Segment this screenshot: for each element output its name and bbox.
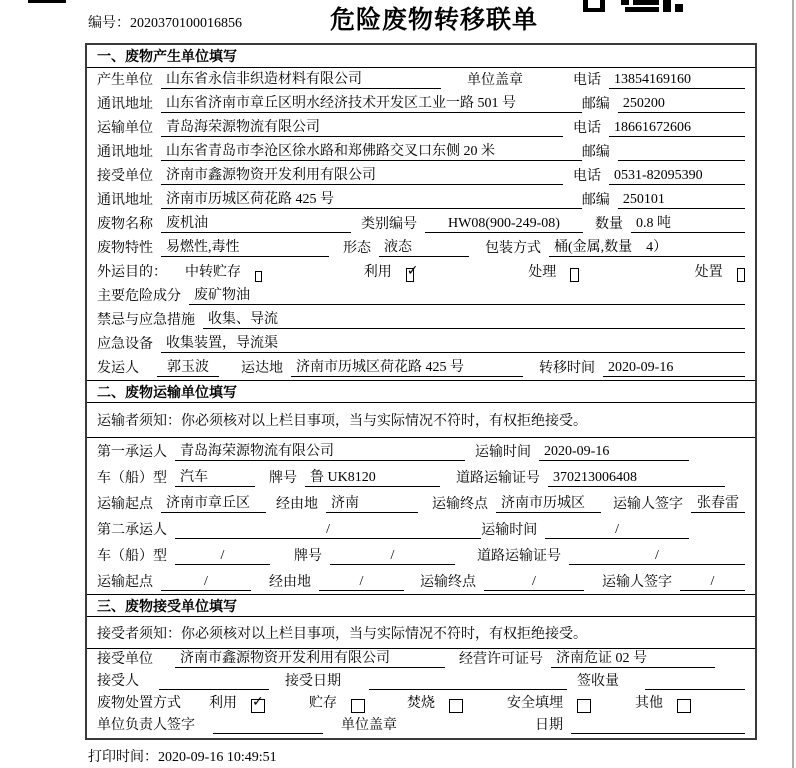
transport-time2-value: / bbox=[545, 521, 689, 539]
check-mark: ✓ bbox=[252, 694, 264, 710]
acceptor-label: 接受人 bbox=[97, 674, 139, 689]
route1-row bbox=[87, 490, 755, 516]
section-receiver bbox=[87, 594, 755, 737]
zip-label: 邮编 bbox=[581, 193, 610, 208]
road-permit-label: 道路运输证号 bbox=[456, 471, 540, 486]
receiver-phone-group bbox=[573, 165, 745, 185]
address-label: 通讯地址 bbox=[97, 97, 153, 112]
waste-code-value: HW08(900-249-08) bbox=[425, 215, 583, 233]
taboo-row bbox=[87, 308, 755, 332]
carrier-signature-value: 张春雷 bbox=[691, 495, 745, 513]
option-utilize-label: 利用 bbox=[363, 265, 392, 280]
accepting-unit-label: 接受单位 bbox=[97, 652, 153, 667]
route-start2-value: / bbox=[161, 573, 251, 591]
checkbox-incinerate bbox=[449, 699, 463, 713]
transfer-time-label: 转移时间 bbox=[539, 361, 595, 376]
vehicle-type-label: 车（船）型 bbox=[97, 471, 167, 486]
transporter-name-value: 青岛海荣源物流有限公司 bbox=[161, 119, 563, 137]
responsible-signature-row bbox=[87, 715, 755, 737]
receiver-address-value: 济南市历城区荷花路 425 号 bbox=[161, 191, 582, 209]
taboo-value: 收集、导流 bbox=[203, 311, 745, 329]
transporter-phone-group bbox=[573, 117, 745, 137]
option-store-label: 贮存 bbox=[309, 696, 337, 711]
route-start-label: 运输起点 bbox=[97, 497, 153, 512]
section2-header: 二、废物运输单位填写 bbox=[87, 380, 755, 403]
accept-date-value bbox=[369, 673, 567, 690]
route-start-label: 运输起点 bbox=[97, 575, 153, 590]
accepting-unit-row bbox=[87, 649, 755, 671]
destination-value: 济南市历城区荷花路 425 号 bbox=[291, 359, 523, 377]
second-carrier-label: 第二承运人 bbox=[97, 523, 167, 538]
hazard-row bbox=[87, 284, 755, 308]
carrier-signature2-value: / bbox=[680, 573, 745, 591]
date-value bbox=[571, 717, 745, 734]
route2-row bbox=[87, 568, 755, 594]
address-label: 通讯地址 bbox=[97, 145, 153, 160]
scan-artifact-right-edge bbox=[792, 0, 794, 768]
accept-date-label: 接受日期 bbox=[285, 674, 341, 689]
receiver-notice: 接受者须知：你必须核对以上栏目事项，当与实际情况不符时，有权拒绝接受。 bbox=[87, 617, 755, 649]
vehicle-type2-value: / bbox=[175, 547, 270, 565]
transfer-time-value: 2020-09-16 bbox=[603, 359, 745, 377]
route-via-label: 经由地 bbox=[276, 497, 318, 512]
producer-zip-value: 250200 bbox=[618, 95, 745, 113]
checkbox-treat bbox=[570, 268, 578, 282]
responsible-signature-label: 单位负责人签字 bbox=[97, 718, 195, 733]
phone-label: 电话 bbox=[573, 169, 601, 184]
print-time bbox=[88, 746, 277, 766]
acceptor-row bbox=[87, 671, 755, 693]
received-qty-value bbox=[645, 673, 745, 690]
checkbox-utilize bbox=[251, 694, 265, 713]
packing-label: 包装方式 bbox=[485, 241, 541, 256]
receiver-label: 接受单位 bbox=[97, 169, 153, 184]
equipment-row bbox=[87, 332, 755, 356]
dispatcher-value: 郭玉波 bbox=[157, 359, 219, 377]
section1-header: 一、废物产生单位填写 bbox=[87, 45, 755, 68]
transporter-phone-value: 18661672606 bbox=[609, 119, 745, 137]
checkbox-store bbox=[351, 699, 365, 713]
serial-number bbox=[88, 12, 242, 32]
waste-name-value: 废机油 bbox=[161, 215, 351, 233]
qr-code-fragment-graphic bbox=[583, 0, 683, 12]
packing-value: 桶(金属,数量 4） bbox=[549, 239, 745, 257]
plate-label: 牌号 bbox=[294, 549, 322, 564]
hazard-value: 废矿物油 bbox=[189, 287, 745, 305]
waste-form-label: 形态 bbox=[343, 241, 371, 256]
producer-phone-value: 13854169160 bbox=[609, 71, 745, 89]
transporter-notice: 运输者须知：你必须核对以上栏目事项，当与实际情况不符时，有权拒绝接受。 bbox=[87, 403, 755, 438]
transporter-row bbox=[87, 116, 755, 140]
responsible-signature-value bbox=[213, 717, 323, 734]
form-table bbox=[85, 43, 757, 740]
producer-phone-group bbox=[573, 69, 745, 89]
equipment-value: 收集装置，导流渠 bbox=[161, 335, 745, 353]
route-start-value: 济南市章丘区 bbox=[161, 495, 266, 513]
first-carrier-label: 第一承运人 bbox=[97, 445, 167, 460]
waste-code-label: 类别编号 bbox=[361, 217, 417, 232]
option-incinerate-label: 焚烧 bbox=[407, 696, 435, 711]
disposal-method-row bbox=[87, 693, 755, 715]
waste-form-value: 液态 bbox=[379, 239, 469, 257]
qr-code-fragment bbox=[583, 0, 683, 12]
option-landfill-label: 安全填埋 bbox=[507, 696, 563, 711]
license-value: 济南危证 02 号 bbox=[551, 650, 715, 668]
transporter-address-row bbox=[87, 140, 755, 164]
transport-time-label: 运输时间 bbox=[481, 523, 538, 538]
print-time-label: 打印时间： bbox=[88, 750, 158, 765]
checkbox-dispose bbox=[737, 268, 745, 282]
zip-label: 邮编 bbox=[581, 145, 610, 160]
receiver-address-row bbox=[87, 188, 755, 212]
option-treat-label: 处理 bbox=[528, 265, 557, 280]
waste-qty-value: 0.8 吨 bbox=[631, 215, 745, 233]
producer-row bbox=[87, 68, 755, 92]
transport-time-value: 2020-09-16 bbox=[539, 443, 689, 461]
first-carrier-row bbox=[87, 438, 755, 464]
serial-value: 2020370100016856 bbox=[130, 16, 242, 31]
route-end2-value: / bbox=[484, 573, 584, 591]
receiver-name-value: 济南市鑫源物资开发利用有限公司 bbox=[161, 167, 563, 185]
receiver-zip-value: 250101 bbox=[618, 191, 745, 209]
transporter-label: 运输单位 bbox=[97, 121, 153, 136]
section-transport bbox=[87, 380, 755, 594]
waste-name-label: 废物名称 bbox=[97, 217, 153, 232]
acceptor-value bbox=[159, 673, 269, 690]
check-mark: ✓ bbox=[406, 263, 419, 279]
waste-name-row bbox=[87, 212, 755, 236]
zip-label: 邮编 bbox=[581, 97, 610, 112]
transporter-address-value: 山东省青岛市李沧区徐水路和郑佛路交叉口东侧 20 米 bbox=[161, 143, 582, 161]
scan-artifact-top bbox=[28, 0, 66, 3]
producer-address-value: 山东省济南市章丘区明水经济技术开发区工业一路 501 号 bbox=[161, 95, 582, 113]
checkbox-other bbox=[677, 699, 691, 713]
producer-zip-group bbox=[582, 93, 745, 113]
section-producer bbox=[87, 45, 755, 380]
carrier-signature-label: 运输人签字 bbox=[602, 575, 672, 590]
destination-label: 运达地 bbox=[241, 361, 283, 376]
checkbox-utilize bbox=[406, 263, 419, 282]
option-other-label: 其他 bbox=[635, 696, 663, 711]
license-label: 经营许可证号 bbox=[459, 652, 543, 667]
dispatcher-label: 发运人 bbox=[97, 361, 139, 376]
transport-time-label: 运输时间 bbox=[475, 445, 531, 460]
second-carrier-value: / bbox=[175, 521, 481, 539]
phone-label: 电话 bbox=[573, 121, 601, 136]
waste-props-value: 易燃性,毒性 bbox=[161, 239, 329, 257]
road-permit2-value: / bbox=[569, 547, 745, 565]
form-title: 危险废物转移联单 bbox=[330, 6, 539, 34]
vehicle-type-label: 车（船）型 bbox=[97, 549, 167, 564]
receiver-phone-value: 0531-82095390 bbox=[609, 167, 745, 185]
hazard-label: 主要危险成分 bbox=[97, 289, 181, 304]
equipment-label: 应急设备 bbox=[97, 337, 153, 352]
waste-qty-label: 数量 bbox=[595, 217, 623, 232]
taboo-label: 禁忌与应急措施 bbox=[97, 313, 195, 328]
plate-label: 牌号 bbox=[269, 471, 297, 486]
route-end-label: 运输终点 bbox=[420, 575, 476, 590]
producer-address-row bbox=[87, 92, 755, 116]
dispatch-row bbox=[87, 356, 755, 380]
plate-value: 鲁 UK8120 bbox=[305, 469, 440, 487]
plate2-value: / bbox=[330, 547, 455, 565]
route-via-label: 经由地 bbox=[269, 575, 311, 590]
section3-header: 三、废物接受单位填写 bbox=[87, 594, 755, 617]
accepting-unit-value: 济南市鑫源物资开发利用有限公司 bbox=[175, 650, 445, 668]
route-end-value: 济南市历城区 bbox=[496, 495, 601, 513]
route-via2-value: / bbox=[319, 573, 404, 591]
checkbox-transfer-storage bbox=[255, 271, 262, 282]
road-permit-label: 道路运输证号 bbox=[477, 549, 561, 564]
vehicle-type-value: 汽车 bbox=[175, 469, 255, 487]
route-via-value: 济南 bbox=[326, 495, 418, 513]
unit-seal-label: 单位盖章 bbox=[341, 718, 397, 733]
waste-props-row bbox=[87, 236, 755, 260]
address-label: 通讯地址 bbox=[97, 193, 153, 208]
transporter-zip-group bbox=[582, 141, 745, 161]
purpose-label: 外运目的： bbox=[97, 265, 167, 280]
receiver-zip-group bbox=[582, 189, 745, 209]
purpose-row bbox=[87, 260, 755, 284]
producer-label: 产生单位 bbox=[97, 73, 153, 88]
phone-label: 电话 bbox=[573, 73, 601, 88]
receiver-row bbox=[87, 164, 755, 188]
second-carrier-row bbox=[87, 516, 755, 542]
checkbox-landfill bbox=[577, 699, 591, 713]
producer-name-value: 山东省永信非织造材料有限公司 bbox=[161, 71, 441, 89]
unit-seal-label: 单位盖章 bbox=[467, 73, 523, 88]
option-utilize-label: 利用 bbox=[209, 696, 237, 711]
print-time-value: 2020-09-16 10:49:51 bbox=[158, 750, 277, 765]
option-transfer-storage-label: 中转贮存 bbox=[185, 265, 241, 280]
option-dispose-label: 处置 bbox=[694, 265, 723, 280]
waste-props-label: 废物特性 bbox=[97, 241, 153, 256]
received-qty-label: 签收量 bbox=[577, 674, 619, 689]
date-label: 日期 bbox=[535, 718, 563, 733]
vehicle1-row bbox=[87, 464, 755, 490]
road-permit-value: 370213006408 bbox=[548, 469, 725, 487]
first-carrier-value: 青岛海荣源物流有限公司 bbox=[175, 443, 465, 461]
serial-label: 编号： bbox=[88, 16, 130, 31]
disposal-method-label: 废物处置方式 bbox=[97, 696, 181, 711]
route-end-label: 运输终点 bbox=[432, 497, 488, 512]
transporter-zip-value bbox=[618, 144, 745, 161]
carrier-signature-label: 运输人签字 bbox=[613, 497, 683, 512]
vehicle2-row bbox=[87, 542, 755, 568]
